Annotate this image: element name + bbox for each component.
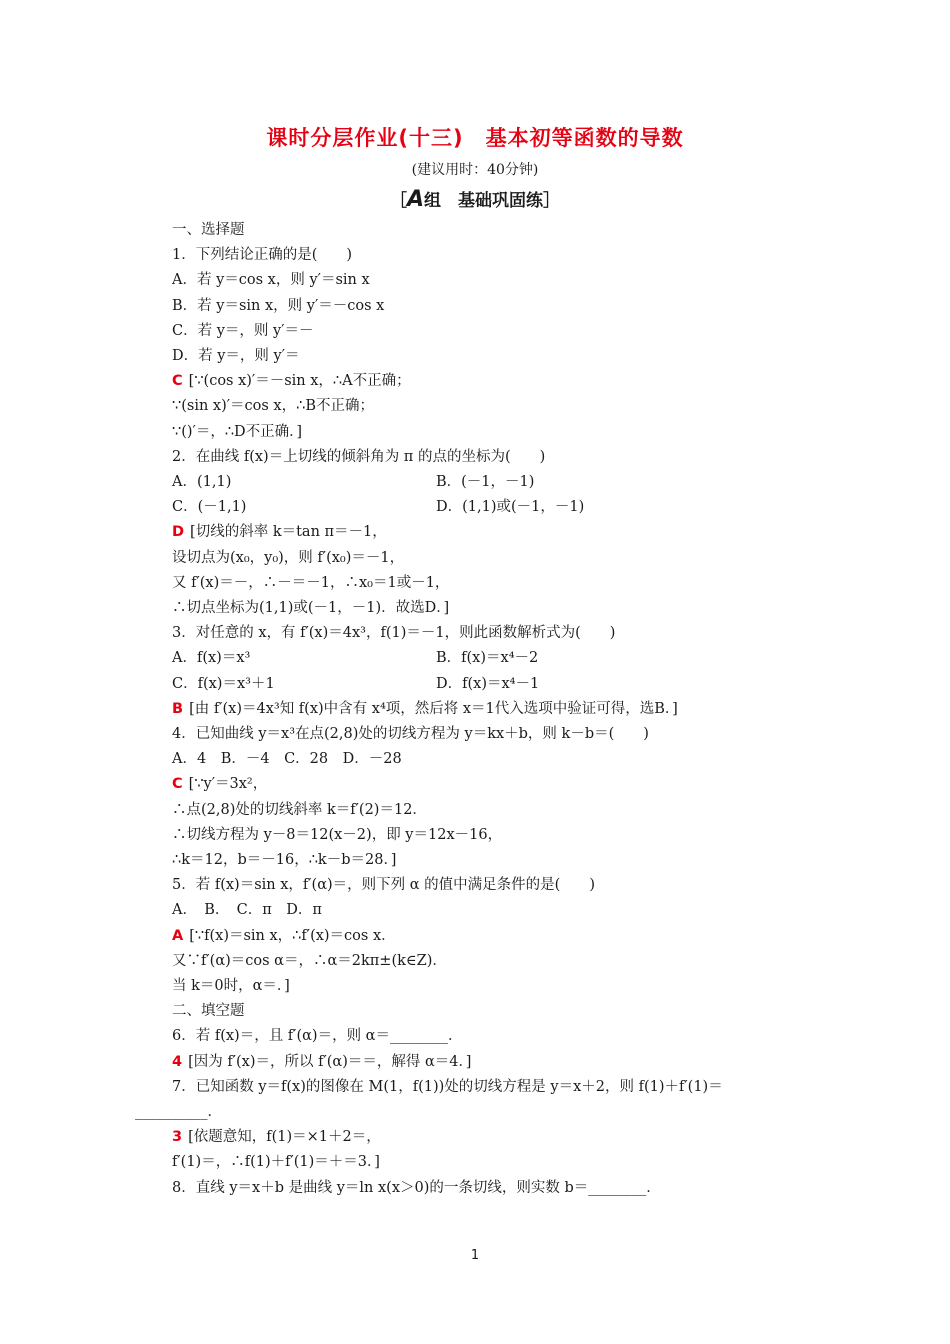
text-line [172, 800, 427, 820]
answer-letter: A [172, 927, 184, 944]
text-line [172, 825, 502, 845]
line-text: C．(－1,1) [172, 499, 247, 516]
text-line [172, 371, 411, 391]
text-line [172, 296, 384, 316]
option-right: D．(1,1)或(－1，－1) [436, 499, 585, 516]
text-line [172, 1001, 245, 1021]
line-text: 1．下列结论正确的是( ) [172, 247, 353, 264]
line-text: A． B． C．π D．π [172, 902, 322, 919]
text-line [172, 1052, 471, 1072]
line-text: ∴k＝12，b＝－16，∴k－b＝28．] [172, 852, 397, 868]
text-line [172, 900, 322, 920]
answer-letter: 3 [172, 1129, 183, 1146]
text-line [172, 875, 595, 895]
text-line [172, 346, 300, 366]
text-line [172, 951, 447, 971]
text-line [172, 850, 396, 870]
line-text: [切线的斜率 k＝tan π＝－1， [190, 524, 387, 541]
text-line [172, 396, 374, 416]
text-line [172, 548, 404, 568]
line-text: ∵()′＝，∴D不正确．] [172, 423, 303, 440]
answer-letter: B [172, 700, 184, 717]
text-line [172, 220, 245, 240]
text-line [172, 447, 545, 467]
answer-letter: 4 [172, 1053, 183, 1070]
line-text: C．若 y＝，则 y′＝－ [172, 322, 314, 339]
line-text: A．4 B．－4 C．28 D．－28 [172, 751, 402, 768]
line-text: 6．若 f(x)＝，且 f′(α)＝，则 α＝________． [172, 1028, 463, 1045]
line-text: A．(1,1) [172, 474, 232, 490]
answer-letter: D [172, 524, 185, 541]
line-text: [因为 f′(x)＝，所以 f′(α)＝＝，解得 α＝4．] [188, 1053, 472, 1070]
text-line [172, 573, 449, 593]
page-number: 1 [470, 1248, 480, 1263]
line-text: [由 f′(x)＝4x³知 f(x)中含有 x⁴项，然后将 x＝1代入选项中验证可得，选B．] [189, 700, 678, 717]
option-right: D．f(x)＝x⁴－1 [436, 675, 540, 692]
option-right: B．f(x)＝x⁴－2 [436, 650, 539, 667]
line-text: ∴切点坐标为(1,1)或(－1，－1)．故选D．] [172, 600, 450, 616]
line-text: A．f(x)＝x³ [172, 650, 251, 667]
line-text: f′(1)＝，∴f(1)＋f′(1)＝＋＝3．] [172, 1154, 380, 1171]
text-line [172, 749, 402, 769]
line-text: A．若 y＝cos x，则 y′＝sin x [172, 272, 370, 289]
line-text: 当 k＝0时，α＝．] [172, 978, 290, 994]
text-line [135, 1102, 222, 1122]
text-line [172, 1026, 462, 1046]
line-text: ∵(sin x)′＝cos x，∴B不正确； [172, 398, 374, 415]
line-text: 8．直线 y＝x＋b 是曲线 y＝ln x(x＞0)的一条切线，则实数 b＝________． [172, 1179, 661, 1196]
text-line [172, 598, 449, 618]
text-line [172, 724, 649, 744]
line-text: 二、填空题 [172, 1003, 245, 1020]
line-text: 7．已知函数 y＝f(x)的图像在 M(1，f(1))处的切线方程是 y＝x＋2，则 f(1)＋f′(1)＝ [172, 1078, 723, 1095]
text-line [172, 270, 370, 290]
line-text: 一、选择题 [172, 222, 245, 238]
text-line [172, 522, 387, 542]
option-right: B．(－1，－1) [436, 474, 535, 490]
line-text: C．f(x)＝x³＋1 [172, 675, 275, 692]
text-line [172, 976, 290, 996]
group-heading [0, 186, 950, 212]
line-text: 2．在曲线 f(x)＝上切线的倾斜角为 π 的点的坐标为( ) [172, 448, 546, 465]
line-text: 4．已知曲线 y＝x³在点(2,8)处的切线方程为 y＝kx＋b，则 k－b＝( ) [172, 726, 649, 742]
line-text: [∵f(x)＝sin x，∴f′(x)＝cos x． [189, 927, 396, 944]
answer-letter: C [172, 776, 183, 793]
page-subtitle: (建议用时：40分钟) [411, 162, 539, 178]
answer-letter: C [172, 373, 183, 390]
text-line [172, 321, 314, 341]
line-text: ∴点(2,8)处的切线斜率 k＝f′(2)＝12． [172, 801, 427, 818]
text-line [172, 1077, 723, 1097]
line-text: 又 f′(x)＝－，∴－＝－1，∴x₀＝1或－1， [172, 574, 450, 591]
text-line [172, 245, 352, 265]
line-text: [∵y′＝3x²， [188, 776, 268, 793]
line-text: 3．对任意的 x，有 f′(x)＝4x³，f(1)＝－1，则此函数解析式为( ) [172, 625, 616, 642]
line-text: [依题意知，f(1)＝×1＋2＝， [188, 1129, 381, 1146]
text-line [172, 1127, 381, 1147]
line-text: __________． [135, 1104, 222, 1120]
line-text: ∴切线方程为 y－8＝12(x－2)，即 y＝12x－16， [172, 826, 503, 843]
text-line [172, 623, 615, 643]
text-line [172, 648, 250, 668]
text-line [172, 472, 231, 492]
line-text: 5．若 f(x)＝sin x，f′(α)＝，则下列 α 的值中满足条件的是( ) [172, 877, 595, 894]
text-line [172, 926, 396, 946]
text-line [172, 699, 678, 719]
line-text: D．若 y＝，则 y′＝ [172, 348, 300, 364]
group-letter: A [406, 187, 425, 212]
text-line [172, 422, 302, 442]
line-text: [∵(cos x)′＝－sin x，∴A不正确； [188, 373, 411, 390]
text-line [172, 497, 246, 517]
bracket-left: ［ [389, 191, 407, 211]
text-line [172, 774, 267, 794]
line-text: 设切点为(x₀，y₀)，则 f′(x₀)＝－1， [172, 549, 405, 566]
text-line [172, 1178, 661, 1198]
page-title: 课时分层作业(十三) 基本初等函数的导数 [266, 126, 684, 150]
text-line [172, 674, 275, 694]
text-line [172, 1152, 380, 1172]
bracket-right: ］ [543, 191, 561, 211]
line-text: B．若 y＝sin x，则 y′＝－cos x [172, 297, 385, 314]
group-label: 组 基础巩固练 [424, 191, 544, 211]
line-text: 又∵f′(α)＝cos α＝，∴α＝2kπ±(k∈Z)． [172, 952, 447, 969]
